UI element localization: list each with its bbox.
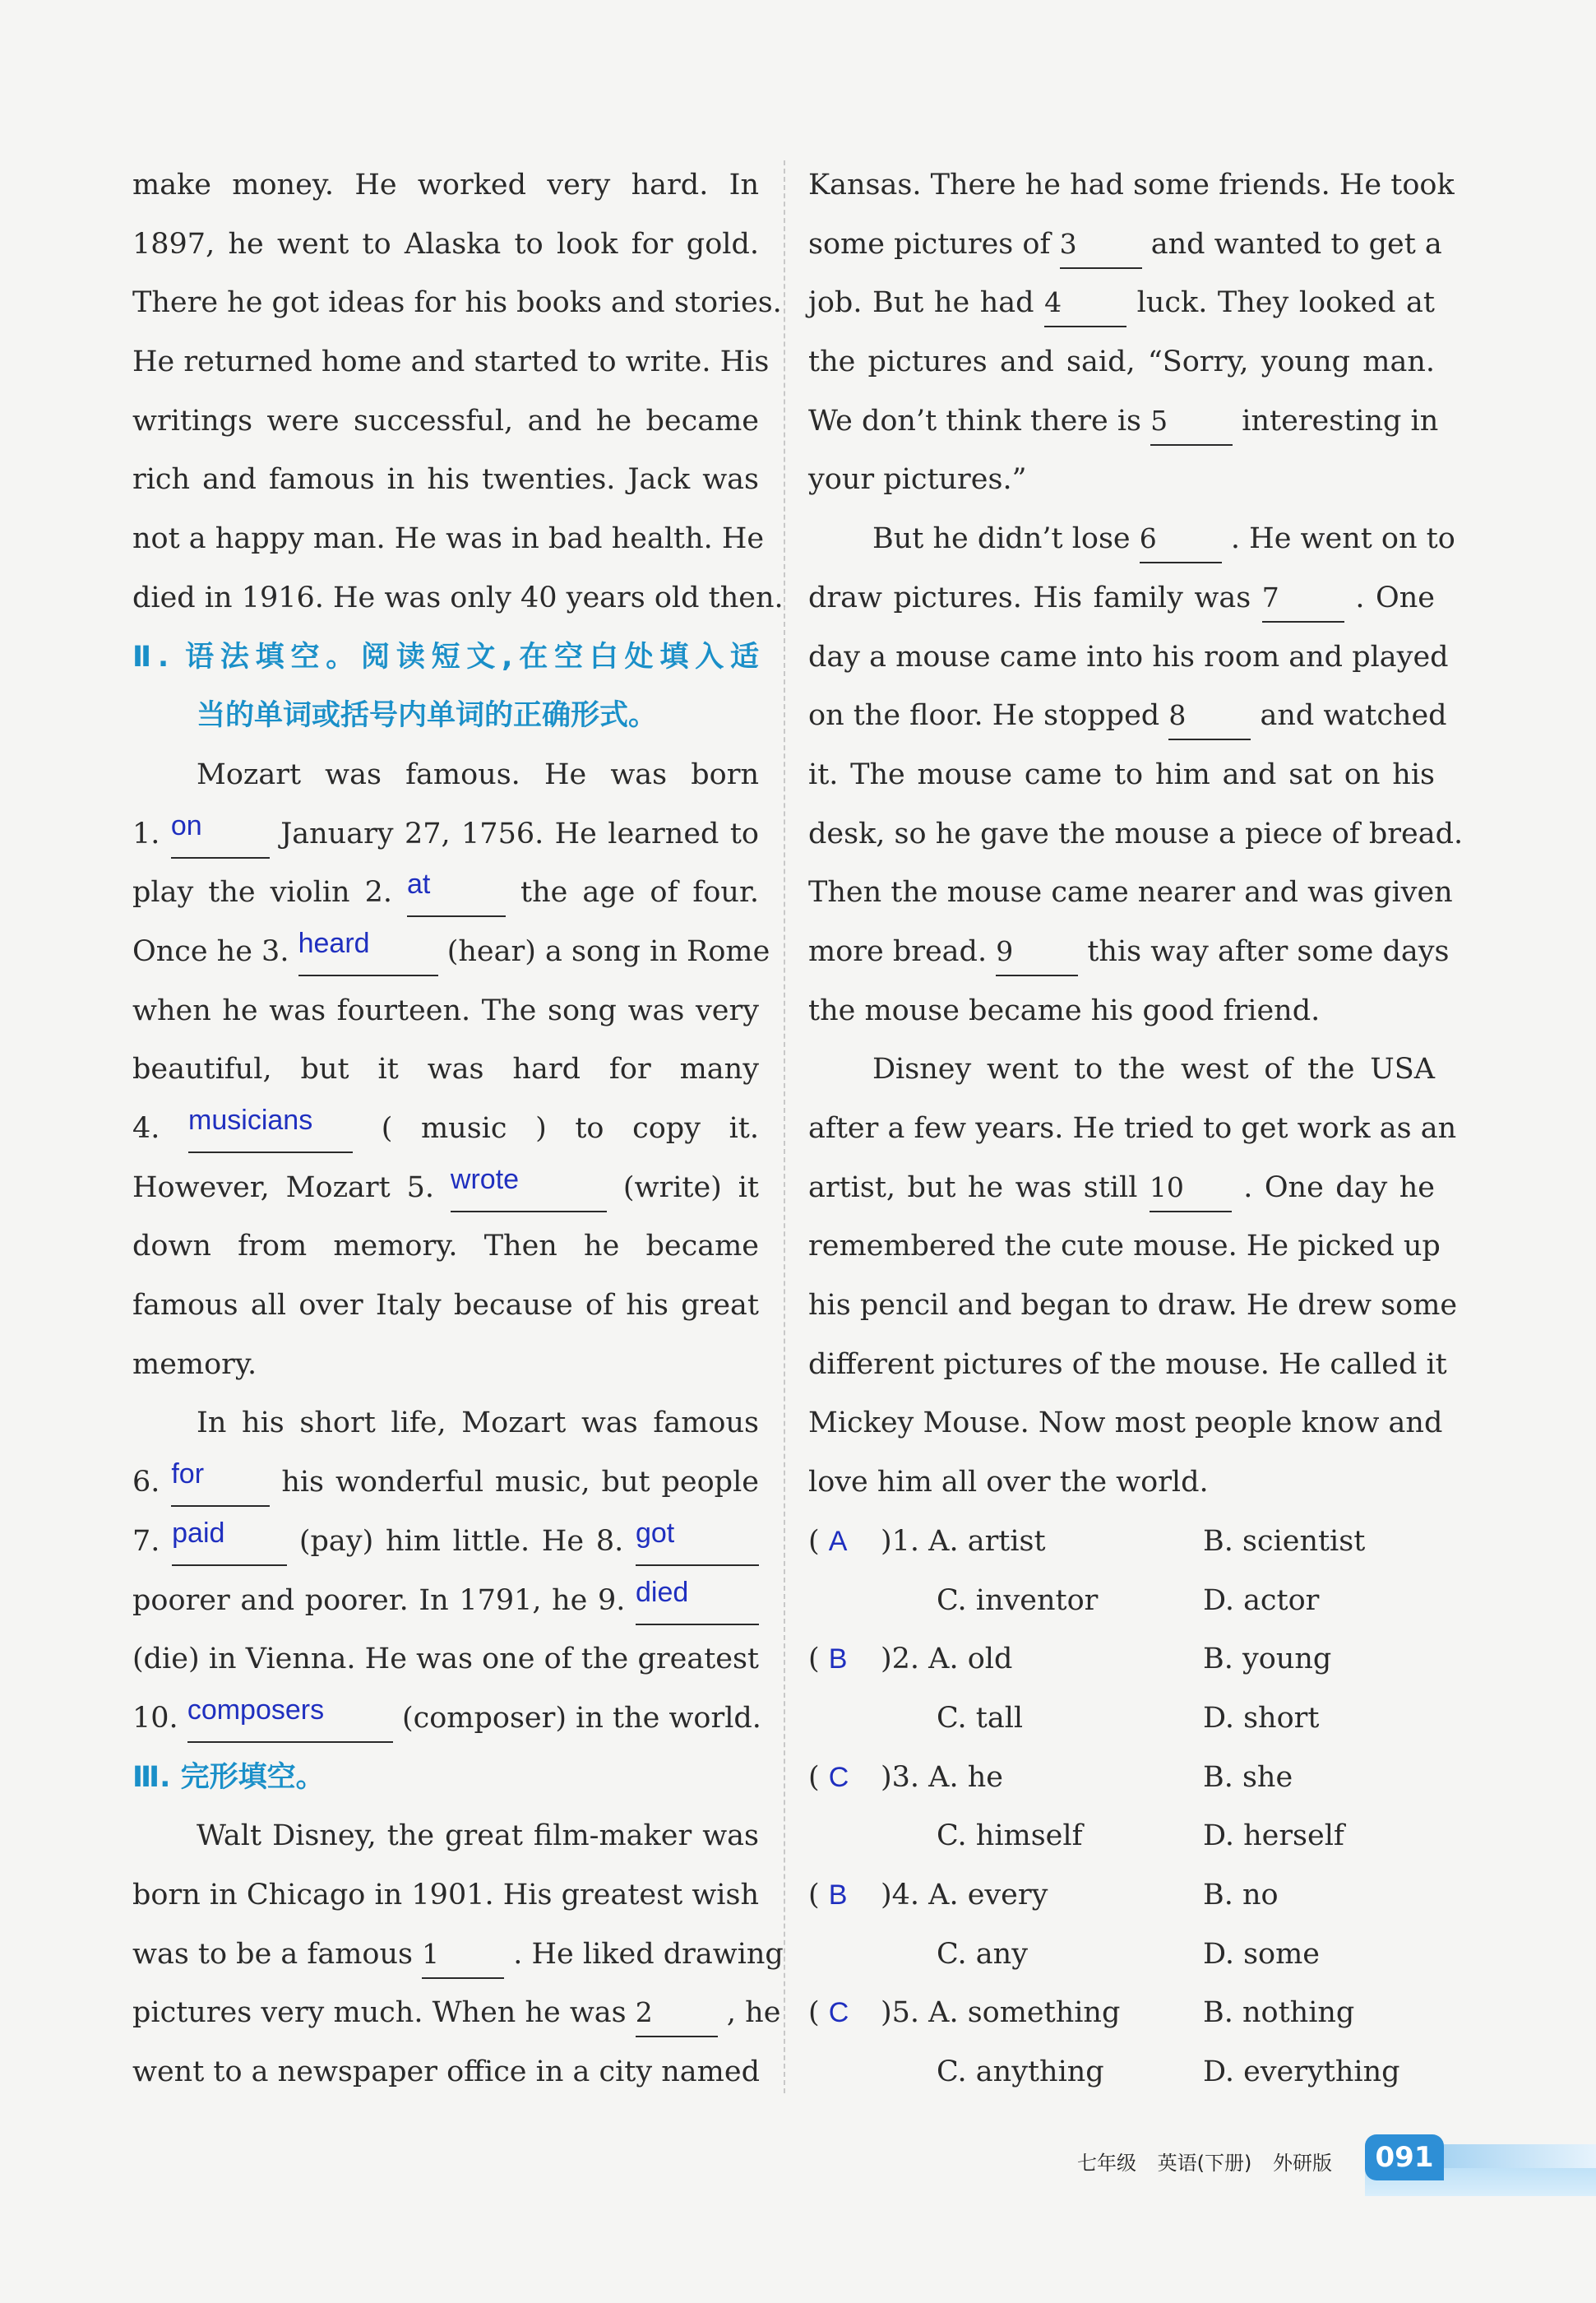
text-line: down from memory. Then he became [132,1230,759,1263]
cloze-blank-5: 5 [1150,398,1233,446]
question-5 [808,1984,1435,2043]
text-line: Mozart was famous. He was born [197,758,759,791]
text-line: But he didn’t lose 6 . He went on to [808,510,1435,569]
answer-bracket[interactable]: ( B [808,1878,848,1911]
answer-blank-1[interactable]: on [171,811,270,859]
text-line: born in Chicago in 1901. His greatest wish [132,1878,759,1911]
answer-blank-3[interactable]: heard [298,929,438,976]
option-c[interactable]: C. himself [937,1819,1083,1853]
answer-bracket[interactable]: ( C [808,1760,849,1794]
text-line: Kansas. There he had some friends. He took [808,169,1455,202]
text-line: day a mouse came into his room and played [808,640,1449,674]
text-line: pictures very much. When he was 2 , he [132,1984,759,2043]
text-line: was to be a famous 1 . He liked drawing [132,1925,759,1985]
text-line: the mouse became his good friend. [808,994,1321,1027]
text-line: 10. composers (composer) in the world. [132,1689,759,1749]
text-line: went to a newspaper office in a city named [132,2055,760,2088]
text-line: on the floor. He stopped 8 and watched [808,687,1435,746]
text-line: 7. paid (pay) him little. He 8. got [132,1513,759,1572]
text-line: artist, but he was still 10 . One day he [808,1159,1435,1218]
option-a[interactable]: )4. A. every [881,1878,1048,1911]
answer-blank-6[interactable]: for [171,1459,270,1507]
text-line: writings were successful, and he became [132,404,759,438]
text-line: after a few years. He tried to get work as an [808,1112,1457,1145]
text-line: the pictures and said, “Sorry, young man. [808,345,1435,379]
section-heading-grammar: Ⅱ. 语法填空。阅读短文,在空白处填入适 [132,640,759,674]
text-line: it. The mouse came to him and sat on his [808,758,1435,791]
section-heading-grammar-cont: 当的单词或括号内单词的正确形式。 [197,699,658,733]
text-line: play the violin 2. at the age of four. [132,864,759,923]
footer-grade: 七年级 [1077,2152,1136,2175]
cloze-blank-6: 6 [1140,516,1222,563]
left-column [132,156,784,2102]
answer-blank-2[interactable]: at [407,869,506,917]
text-line: He returned home and started to write. His [132,345,770,379]
option-d[interactable]: D. actor [1203,1583,1320,1617]
option-c[interactable]: C. tall [937,1701,1024,1735]
cloze-blank-2: 2 [636,1990,718,2037]
cloze-blank-9: 9 [996,929,1078,976]
text-line: his pencil and began to draw. He drew some [808,1289,1458,1323]
text-line: memory. [132,1347,257,1381]
text-line: Walt Disney, the great film-maker was [197,1819,759,1853]
question-5-cont [808,2043,1435,2102]
cloze-blank-4: 4 [1044,280,1126,327]
question-4-cont [808,1925,1435,1985]
footer-edition: 外研版 [1273,2152,1333,2175]
option-b[interactable]: B. young [1203,1643,1332,1676]
answer-blank-8[interactable]: got [636,1518,759,1566]
text-line: In his short life, Mozart was famous [197,1406,759,1440]
question-1-cont [808,1572,1435,1631]
option-a[interactable]: )2. A. old [881,1643,1013,1676]
question-1 [808,1513,1435,1572]
text-line: poorer and poorer. In 1791, he 9. died [132,1572,759,1631]
text-line: There he got ideas for his books and stories. [132,286,782,320]
text-line: desk, so he gave the mouse a piece of bread. [808,817,1464,850]
footer-band [1444,2144,1596,2168]
text-line: beautiful, but it was hard for many [132,1053,759,1087]
page-footer [1077,2138,1347,2188]
option-d[interactable]: D. short [1203,1701,1320,1735]
option-b[interactable]: B. no [1203,1878,1279,1911]
option-c[interactable]: C. anything [937,2055,1104,2088]
cloze-blank-8: 8 [1168,693,1251,740]
text-line: Mickey Mouse. Now most people know and [808,1406,1443,1440]
footer-subject: 英语(下册) [1157,2152,1252,2175]
right-column [808,156,1464,2102]
answer-blank-4[interactable]: musicians [188,1105,353,1153]
option-a[interactable]: )3. A. he [881,1760,1003,1794]
option-a[interactable]: )5. A. something [881,1996,1121,2030]
text-line: love him all over the world. [808,1466,1209,1499]
option-d[interactable]: D. herself [1203,1819,1344,1853]
answer-bracket[interactable]: ( B [808,1643,848,1676]
cloze-blank-7: 7 [1262,575,1344,623]
text-line: Then the mouse came nearer and was given [808,876,1453,910]
answer-blank-9[interactable]: died [636,1578,759,1625]
answer-blank-10[interactable]: composers [187,1695,393,1743]
text-line: when he was fourteen. The song was very [132,994,759,1027]
section-heading-cloze: Ⅲ. 完形填空。 [132,1760,325,1794]
text-line: job. But he had 4 luck. They looked at [808,274,1435,333]
answer-blank-7[interactable]: paid [172,1518,287,1566]
cloze-blank-10: 10 [1150,1165,1232,1212]
text-line: We don’t think there is 5 interesting in [808,392,1435,452]
text-line: (die) in Vienna. He was one of the greatest [132,1643,759,1676]
question-2 [808,1630,1435,1689]
text-line: 1897, he went to Alaska to look for gold. [132,227,759,261]
column-divider [784,160,785,2093]
text-line: However, Mozart 5. wrote (write) it [132,1159,759,1218]
answer-bracket[interactable]: ( A [808,1524,848,1558]
option-d[interactable]: D. everything [1203,2055,1400,2088]
text-line: 1. on January 27, 1756. He learned to [132,805,759,864]
option-c[interactable]: C. inventor [937,1583,1099,1617]
text-line: different pictures of the mouse. He called it [808,1347,1447,1381]
question-3-cont [808,1807,1435,1866]
option-b[interactable]: B. she [1203,1760,1293,1794]
option-b[interactable]: B. scientist [1203,1524,1366,1558]
text-line: more bread. 9 this way after some days [808,923,1435,982]
question-4 [808,1866,1435,1925]
text-line: 4. musicians ( music ) to copy it. [132,1100,759,1159]
text-line: Disney went to the west of the USA [872,1053,1435,1087]
text-line: rich and famous in his twenties. Jack was [132,463,759,497]
question-2-cont [808,1689,1435,1749]
text-line: not a happy man. He was in bad health. He [132,522,765,556]
option-a[interactable]: )1. A. artist [881,1524,1046,1558]
option-d[interactable]: D. some [1203,1937,1320,1971]
text-line: died in 1916. He was only 40 years old then. [132,581,784,614]
text-line: some pictures of 3 and wanted to get a [808,215,1435,275]
option-b[interactable]: B. nothing [1203,1996,1355,2030]
cloze-blank-3: 3 [1060,221,1142,269]
answer-blank-5[interactable]: wrote [451,1165,607,1212]
text-line: famous all over Italy because of his great [132,1289,759,1323]
text-line: 6. for his wonderful music, but people [132,1453,759,1513]
text-line: draw pictures. His family was 7 . One [808,569,1435,628]
question-3 [808,1749,1435,1808]
text-line: Once he 3. heard (hear) a song in Rome [132,923,759,982]
page-number: 091 [1365,2134,1444,2180]
text-line: remembered the cute mouse. He picked up [808,1230,1441,1263]
text-line: your pictures.” [808,463,1027,497]
cloze-blank-1: 1 [422,1931,504,1979]
text-line: make money. He worked very hard. In [132,169,759,202]
option-c[interactable]: C. any [937,1937,1028,1971]
answer-bracket[interactable]: ( C [808,1996,849,2030]
